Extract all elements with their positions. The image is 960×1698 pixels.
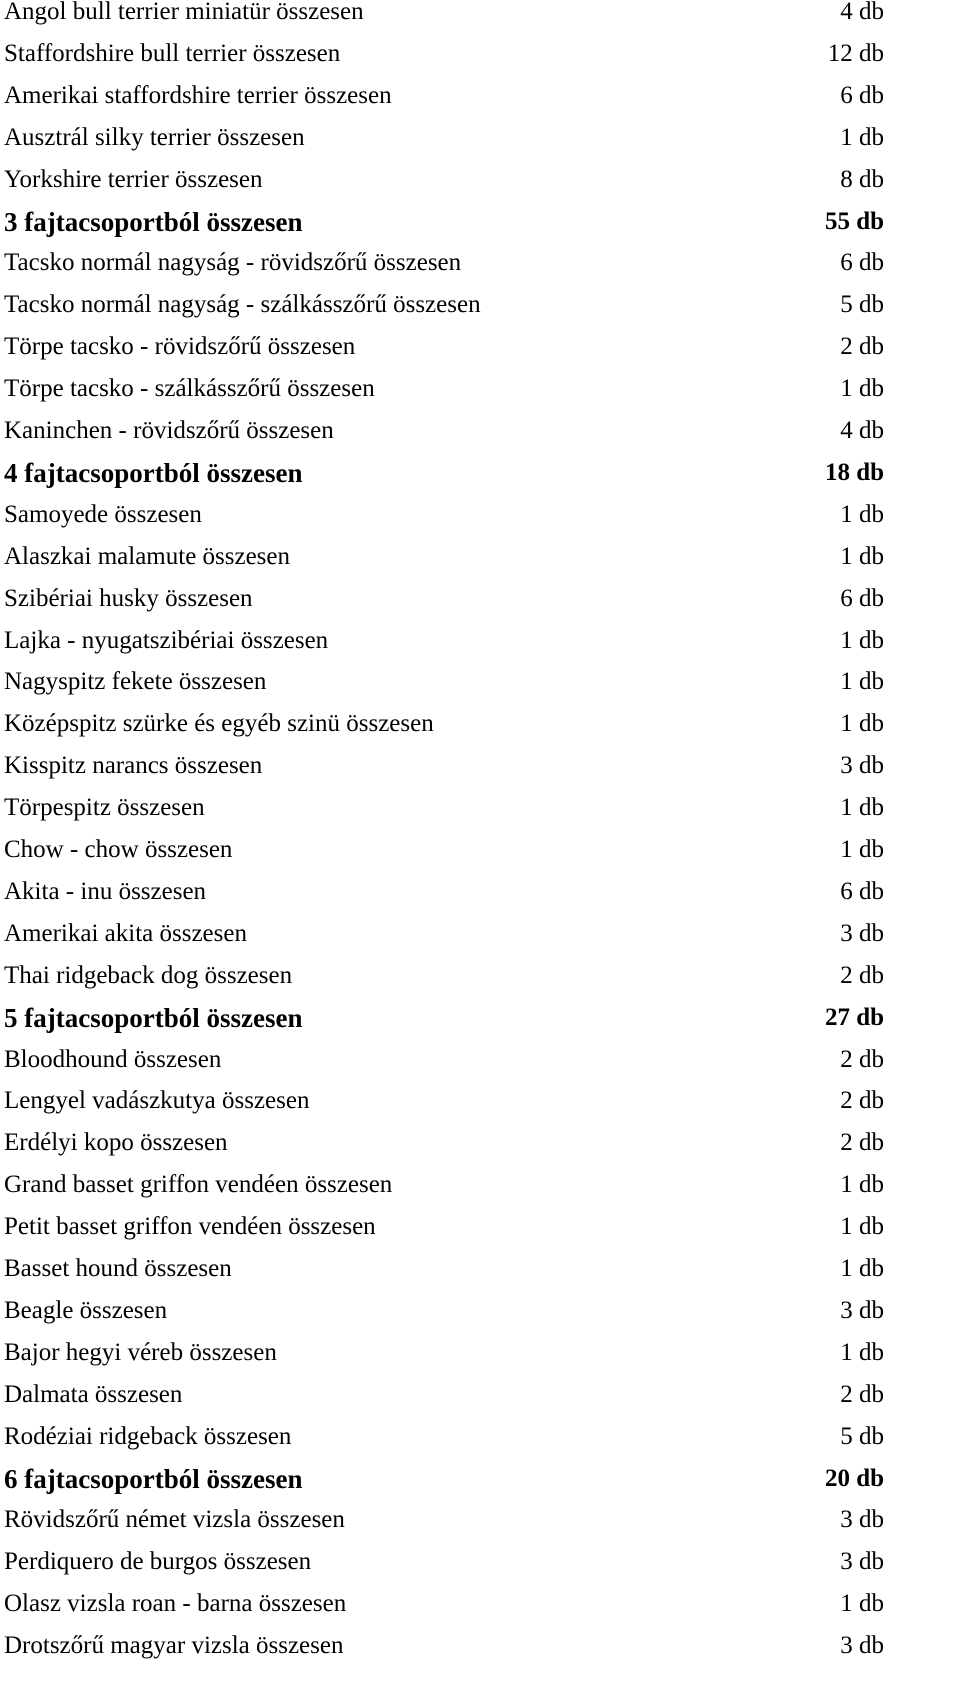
list-item xyxy=(0,662,960,702)
breed-count: 2 db xyxy=(840,1045,884,1073)
group-total-row xyxy=(0,998,960,1038)
breed-label: Thai ridgeback dog összesen xyxy=(4,961,293,989)
breed-count: 6 db xyxy=(840,877,884,905)
breed-label: Perdiquero de burgos összesen xyxy=(4,1548,312,1576)
list-item xyxy=(0,285,960,325)
list-item xyxy=(0,1375,960,1415)
breed-count: 1 db xyxy=(840,626,884,654)
list-item xyxy=(0,1207,960,1247)
breed-count: 1 db xyxy=(840,710,884,738)
breed-label: Samoyede összesen xyxy=(4,500,202,528)
breed-label: Bajor hegyi véreb összesen xyxy=(4,1338,277,1366)
list-item xyxy=(0,160,960,200)
breed-count: 3 db xyxy=(840,1296,884,1324)
breed-count: 1 db xyxy=(840,1338,884,1366)
breed-label: Bloodhound összesen xyxy=(4,1045,222,1073)
breed-label: Chow - chow összesen xyxy=(4,836,233,863)
breed-label: Amerikai akita összesen xyxy=(4,919,247,947)
breed-label: Törpe tacsko - szálkásszőrű összesen xyxy=(4,375,375,403)
breed-label: Angol bull terrier miniatür összesen xyxy=(4,0,364,25)
list-item xyxy=(0,1333,960,1373)
list-item xyxy=(0,0,960,32)
list-item xyxy=(0,1500,960,1540)
breed-count: 1 db xyxy=(840,1213,884,1241)
breed-count: 2 db xyxy=(840,1380,884,1408)
breed-label: 6 fajtacsoportból összesen xyxy=(4,1463,303,1494)
list-item xyxy=(0,1584,960,1624)
list-item xyxy=(0,34,960,74)
list-item xyxy=(0,872,960,912)
breed-count: 1 db xyxy=(840,668,884,696)
breed-label: Amerikai staffordshire terrier összesen xyxy=(4,81,392,109)
breed-count: 3 db xyxy=(840,1632,884,1660)
breed-count: 20 db xyxy=(824,1464,884,1492)
breed-label: Petit basset griffon vendéen összesen xyxy=(4,1213,376,1241)
list-item xyxy=(0,243,960,283)
breed-count: 1 db xyxy=(840,1171,884,1199)
breed-count: 1 db xyxy=(840,794,884,822)
breed-label: Akita - inu összesen xyxy=(4,877,207,905)
breed-label: Rodéziai ridgeback összesen xyxy=(4,1422,292,1450)
list-item xyxy=(0,369,960,409)
breed-count: 6 db xyxy=(840,584,884,612)
breed-label: Törpespitz összesen xyxy=(4,794,205,822)
breed-label: Dalmata összesen xyxy=(4,1380,183,1408)
breed-label: Lajka - nyugatszibériai összesen xyxy=(4,626,329,654)
breed-count: 2 db xyxy=(840,961,884,989)
breed-label: Alaszkai malamute összesen xyxy=(4,542,291,570)
list-item xyxy=(0,1123,960,1163)
breed-count: 18 db xyxy=(824,458,884,486)
group-total-row xyxy=(0,453,960,493)
list-item xyxy=(0,1417,960,1457)
list-item xyxy=(0,411,960,451)
breed-count: 2 db xyxy=(840,333,884,361)
list-item xyxy=(0,579,960,619)
breed-count: 5 db xyxy=(840,1422,884,1450)
breed-label: Kisspitz narancs összesen xyxy=(4,752,263,780)
breed-count: 8 db xyxy=(840,165,884,193)
list-item xyxy=(0,1040,960,1080)
breed-label: Ausztrál silky terrier összesen xyxy=(4,123,305,151)
breed-count: 3 db xyxy=(840,919,884,947)
list-item xyxy=(0,1291,960,1331)
breed-count: 5 db xyxy=(840,291,884,319)
list-item xyxy=(0,1542,960,1582)
breed-count: 4 db xyxy=(840,0,884,25)
breed-count: 3 db xyxy=(840,1548,884,1576)
breed-label: 5 fajtacsoportból összesen xyxy=(4,1002,303,1033)
breed-count: 2 db xyxy=(840,1087,884,1115)
breed-label: Grand basset griffon vendéen összesen xyxy=(4,1171,393,1199)
breed-label: 4 fajtacsoportból összesen xyxy=(4,457,303,488)
breed-count: 6 db xyxy=(840,81,884,109)
breed-label: Középspitz szürke és egyéb szinü összesen xyxy=(4,710,434,738)
breed-label: Basset hound összesen xyxy=(4,1255,232,1282)
breed-label: Yorkshire terrier összesen xyxy=(4,165,263,193)
breed-label: Rövidszőrű német vizsla összesen xyxy=(4,1506,345,1534)
list-item xyxy=(0,956,960,996)
breed-count: 3 db xyxy=(840,1506,884,1534)
list-item xyxy=(0,1626,960,1666)
breed-count: 55 db xyxy=(824,207,884,235)
breed-label: Erdélyi kopo összesen xyxy=(4,1129,228,1157)
breed-count: 4 db xyxy=(840,417,884,444)
breed-label: Szibériai husky összesen xyxy=(4,584,253,612)
breed-count: 1 db xyxy=(840,542,884,570)
breed-count: 1 db xyxy=(840,1590,884,1618)
breed-count: 2 db xyxy=(840,1129,884,1157)
breed-count: 6 db xyxy=(840,249,884,277)
breed-count: 3 db xyxy=(840,752,884,780)
list-item xyxy=(0,1249,960,1289)
breed-count: 1 db xyxy=(840,1255,884,1282)
list-item xyxy=(0,621,960,661)
breed-label: Tacsko normál nagyság - rövidszőrű összesen xyxy=(4,249,462,277)
breed-count: 1 db xyxy=(840,500,884,528)
list-item xyxy=(0,914,960,954)
list-item xyxy=(0,118,960,158)
list-item xyxy=(0,830,960,870)
list-item xyxy=(0,704,960,744)
breed-label: Tacsko normál nagyság - szálkásszőrű összesen xyxy=(4,291,481,319)
breed-label: Beagle összesen xyxy=(4,1296,168,1324)
group-total-row xyxy=(0,202,960,242)
list-item xyxy=(0,746,960,786)
breed-label: Lengyel vadászkutya összesen xyxy=(4,1087,310,1115)
breed-label: Nagyspitz fekete összesen xyxy=(4,668,267,696)
list-item xyxy=(0,495,960,535)
breed-label: Drotszőrű magyar vizsla összesen xyxy=(4,1632,344,1660)
list-item xyxy=(0,1165,960,1205)
breed-label: Olasz vizsla roan - barna összesen xyxy=(4,1590,347,1618)
group-total-row xyxy=(0,1459,960,1499)
breed-label: 3 fajtacsoportból összesen xyxy=(4,206,303,237)
breed-count: 12 db xyxy=(827,39,884,67)
breed-label: Staffordshire bull terrier összesen xyxy=(4,39,341,67)
breed-label: Törpe tacsko - rövidszőrű összesen xyxy=(4,333,356,361)
breed-count: 1 db xyxy=(840,123,884,151)
list-item xyxy=(0,327,960,367)
list-item xyxy=(0,537,960,577)
list-item xyxy=(0,76,960,116)
list-item xyxy=(0,788,960,828)
breed-count: 1 db xyxy=(840,375,884,403)
breed-count: 27 db xyxy=(824,1003,884,1031)
list-item xyxy=(0,1081,960,1121)
breed-count: 1 db xyxy=(840,836,884,863)
breed-label: Kaninchen - rövidszőrű összesen xyxy=(4,417,334,444)
